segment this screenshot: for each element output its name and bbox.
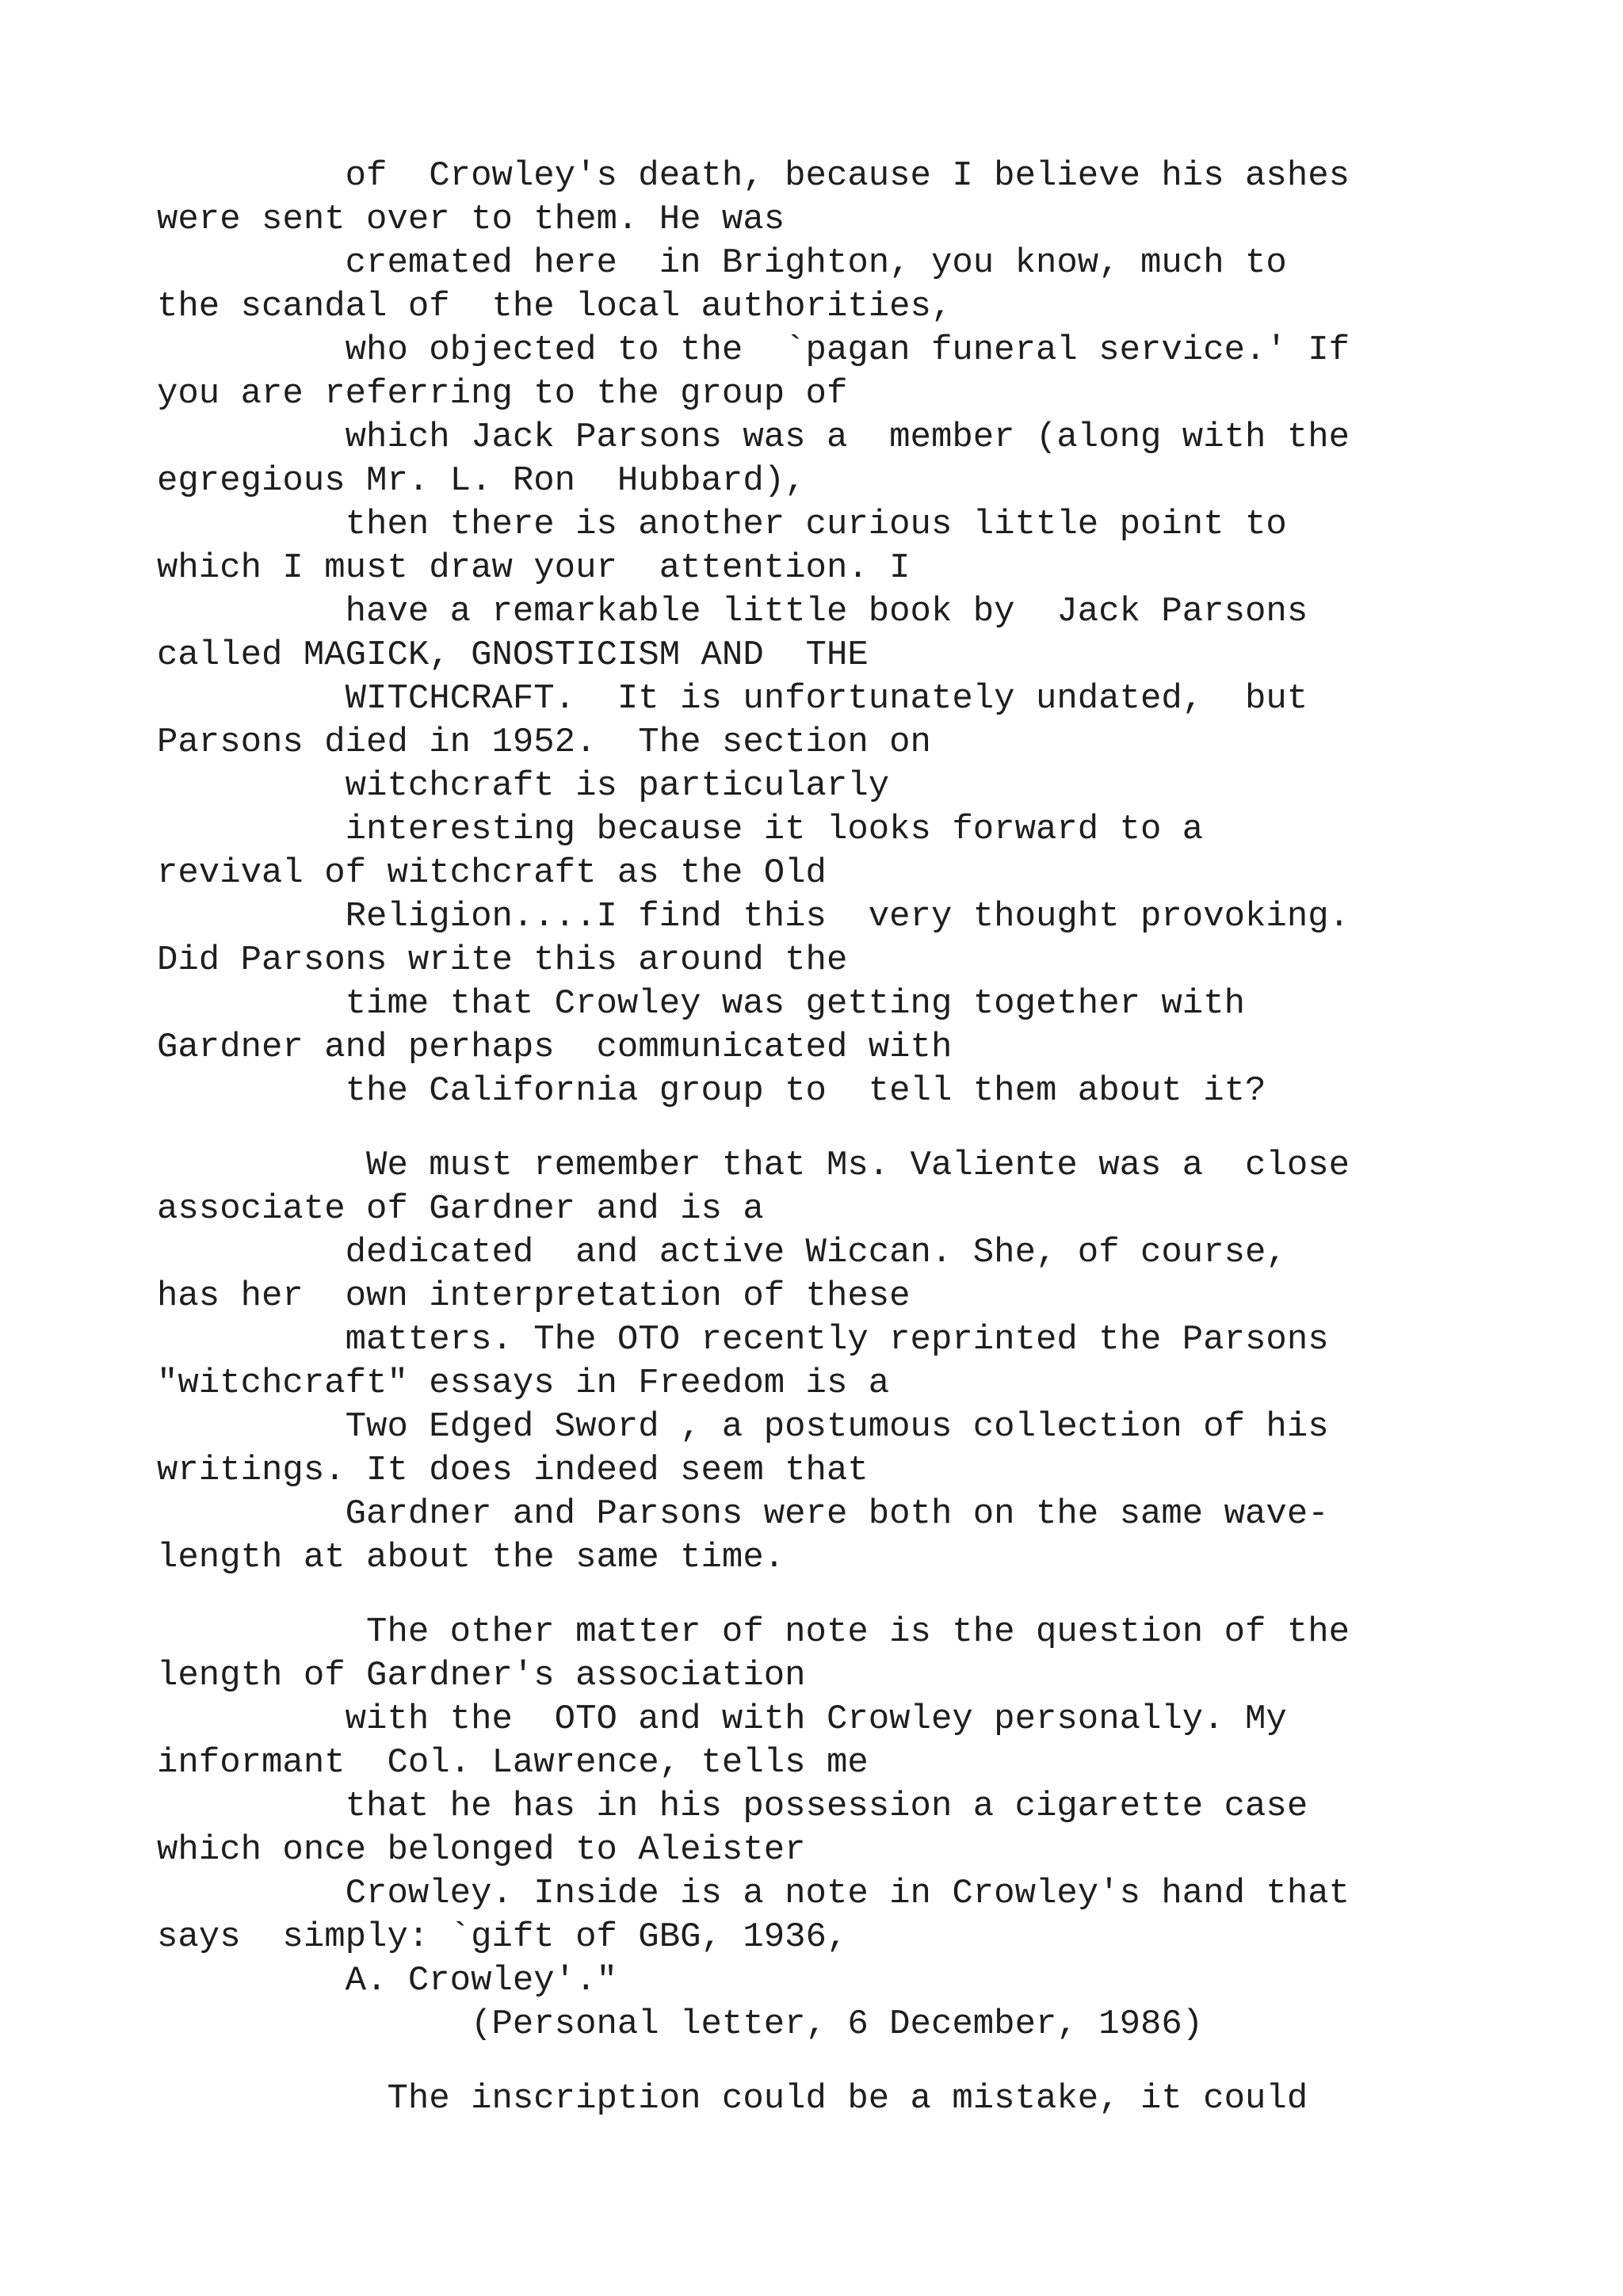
text-line: the California group to tell them about it?	[157, 1071, 1266, 1111]
text-line: dedicated and active Wiccan. She, of course,	[157, 1233, 1287, 1272]
paragraph-gap	[157, 1580, 1504, 1611]
text-line: "witchcraft" essays in Freedom is a	[157, 1363, 890, 1403]
text-line: length of Gardner's association	[157, 1656, 806, 1695]
text-line: Two Edged Sword , a postumous collection of his	[157, 1407, 1329, 1447]
text-line: with the OTO and with Crowley personally. My	[157, 1699, 1287, 1739]
text-line: has her own interpretation of these	[157, 1276, 911, 1316]
text-line: have a remarkable little book by Jack Parsons	[157, 592, 1308, 631]
text-line: length at about the same time.	[157, 1538, 785, 1577]
paragraph-gap	[157, 1113, 1504, 1144]
text-line: which once belonged to Aleister	[157, 1830, 806, 1870]
text-line: egregious Mr. L. Ron Hubbard),	[157, 461, 806, 501]
text-line: time that Crowley was getting together with	[157, 984, 1246, 1024]
text-line: Gardner and Parsons were both on the same wave-	[157, 1494, 1329, 1534]
text-line: Gardner and perhaps communicated with	[157, 1028, 953, 1067]
text-line: you are referring to the group of	[157, 374, 848, 414]
text-line: writings. It does indeed seem that	[157, 1451, 869, 1490]
text-line: matters. The OTO recently reprinted the Parsons	[157, 1320, 1329, 1360]
text-line: A. Crowley'."	[157, 1961, 617, 2000]
text-line: We must remember that Ms. Valiente was a close	[157, 1146, 1350, 1185]
text-line: Did Parsons write this around the	[157, 940, 848, 980]
text-line: were sent over to them. He was	[157, 200, 785, 239]
text-line: The inscription could be a mistake, it could	[157, 2079, 1308, 2119]
text-line: who objected to the `pagan funeral service.' If	[157, 330, 1350, 370]
text-line: which I must draw your attention. I	[157, 548, 911, 588]
text-line: Religion....I find this very thought provoking.	[157, 897, 1350, 936]
text-line: which Jack Parsons was a member (along with the	[157, 418, 1350, 457]
text-line: the scandal of the local authorities,	[157, 287, 953, 326]
text-line: of Crowley's death, because I believe his ashes	[157, 156, 1350, 196]
text-line: called MAGICK, GNOSTICISM AND THE	[157, 635, 869, 675]
text-line: cremated here in Brighton, you know, much to	[157, 243, 1287, 283]
text-line: The other matter of note is the question of the	[157, 1612, 1350, 1652]
document-body-text	[157, 154, 1504, 2121]
text-line: associate of Gardner and is a	[157, 1189, 764, 1229]
text-line: WITCHCRAFT. It is unfortunately undated, but	[157, 679, 1308, 719]
text-line: Parsons died in 1952. The section on	[157, 723, 931, 762]
text-line: then there is another curious little point to	[157, 505, 1287, 544]
text-line: that he has in his possession a cigarette case	[157, 1787, 1308, 1826]
paragraph-gap	[157, 2046, 1504, 2077]
text-line: interesting because it looks forward to a	[157, 810, 1204, 849]
text-line: Crowley. Inside is a note in Crowley's hand that	[157, 1874, 1350, 1913]
text-line: (Personal letter, 6 December, 1986)	[157, 2004, 1204, 2044]
text-line: revival of witchcraft as the Old	[157, 853, 827, 893]
text-line: informant Col. Lawrence, tells me	[157, 1743, 869, 1783]
text-line: says simply: `gift of GBG, 1936,	[157, 1917, 848, 1957]
text-line: witchcraft is particularly	[157, 766, 890, 806]
